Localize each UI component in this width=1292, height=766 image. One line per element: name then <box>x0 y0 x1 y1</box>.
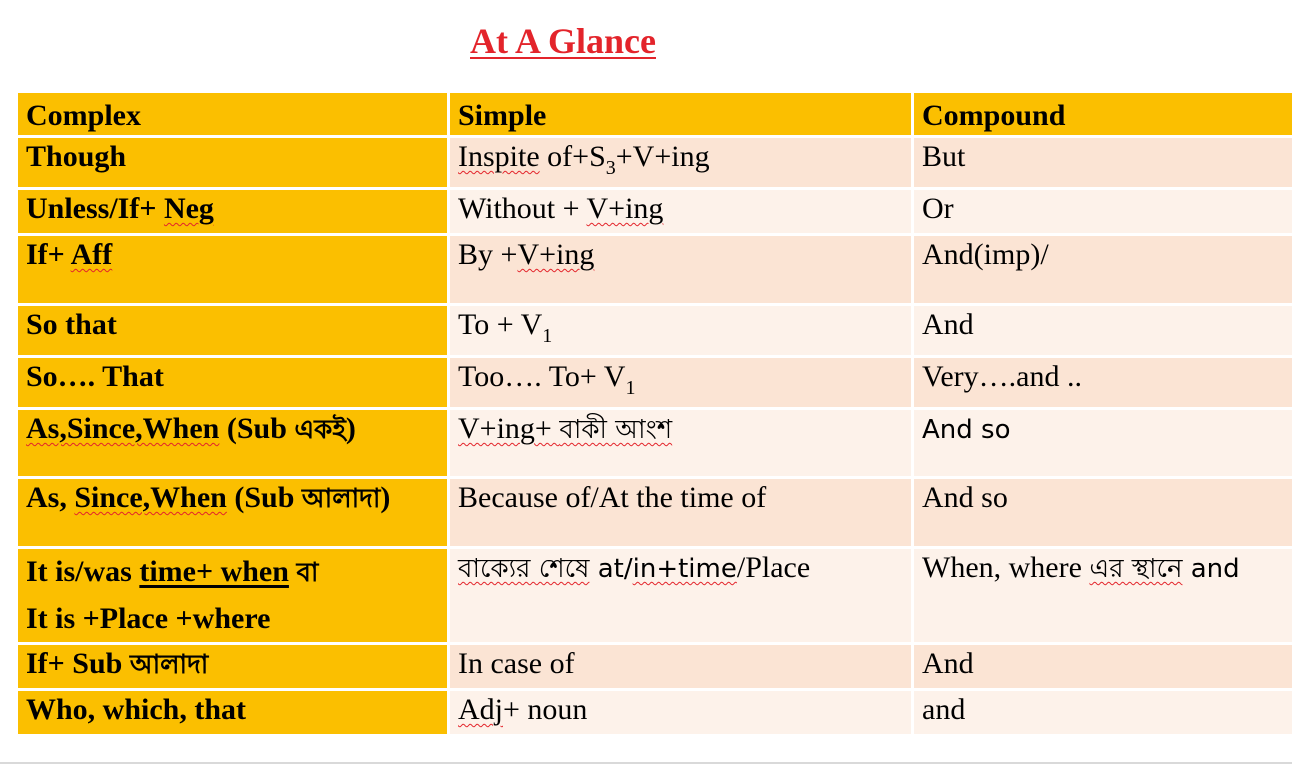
table-row <box>17 644 1292 690</box>
complex-cell: Though <box>17 137 449 189</box>
compound-cell: And so <box>913 478 1292 548</box>
complex-cell: If+ Sub আলাদা <box>17 644 449 690</box>
divider <box>0 762 1292 764</box>
compound-cell: But <box>913 137 1292 189</box>
simple-cell: Without + V+ing <box>449 189 913 235</box>
table-row <box>17 478 1292 548</box>
simple-cell: Because of/At the time of <box>449 478 913 548</box>
simple-cell: Adj+ noun <box>449 690 913 736</box>
simple-cell: V+ing+ বাকী আংশ <box>449 409 913 478</box>
complex-cell: As, Since,When (Sub আলাদা) <box>17 478 449 548</box>
table-row <box>17 690 1292 736</box>
compound-cell: When, where এর স্থানে and <box>913 548 1292 644</box>
simple-cell: In case of <box>449 644 913 690</box>
compound-cell: and <box>913 690 1292 736</box>
table-row <box>17 305 1292 357</box>
header-simple: Simple <box>449 92 913 137</box>
simple-cell: Inspite $of+S_3+V+ing$ <box>449 137 913 189</box>
complex-cell: As,Since,When (Sub একই) <box>17 409 449 478</box>
table-row <box>17 357 1292 409</box>
comparison-table <box>15 90 1292 737</box>
compound-cell: Or <box>913 189 1292 235</box>
simple-cell: Too…. $To+ V_1$ <box>449 357 913 409</box>
header-row <box>17 92 1292 137</box>
simple-cell: $To + V_1$ <box>449 305 913 357</box>
header-complex: Complex <box>17 92 449 137</box>
complex-cell: Who, which, that <box>17 690 449 736</box>
compound-cell: And <box>913 644 1292 690</box>
compound-cell: And so <box>913 409 1292 478</box>
complex-cell: So that <box>17 305 449 357</box>
table-row <box>17 548 1292 644</box>
complex-cell: It is/was time+ when বা It is +Place +where <box>17 548 449 644</box>
simple-cell: বাক্যের শেষে at/in+time/Place <box>449 548 913 644</box>
compound-cell: Very….and .. <box>913 357 1292 409</box>
complex-cell: So…. That <box>17 357 449 409</box>
table-row <box>17 137 1292 189</box>
complex-cell: If+ Aff <box>17 235 449 305</box>
header-compound: Compound <box>913 92 1292 137</box>
page-title: At A Glance <box>470 21 656 61</box>
table-row <box>17 235 1292 305</box>
compound-cell: And(imp)/ <box>913 235 1292 305</box>
compound-cell: And <box>913 305 1292 357</box>
table-row <box>17 189 1292 235</box>
complex-cell: Unless/If+ Neg <box>17 189 449 235</box>
simple-cell: By +V+ing <box>449 235 913 305</box>
table-row <box>17 409 1292 478</box>
